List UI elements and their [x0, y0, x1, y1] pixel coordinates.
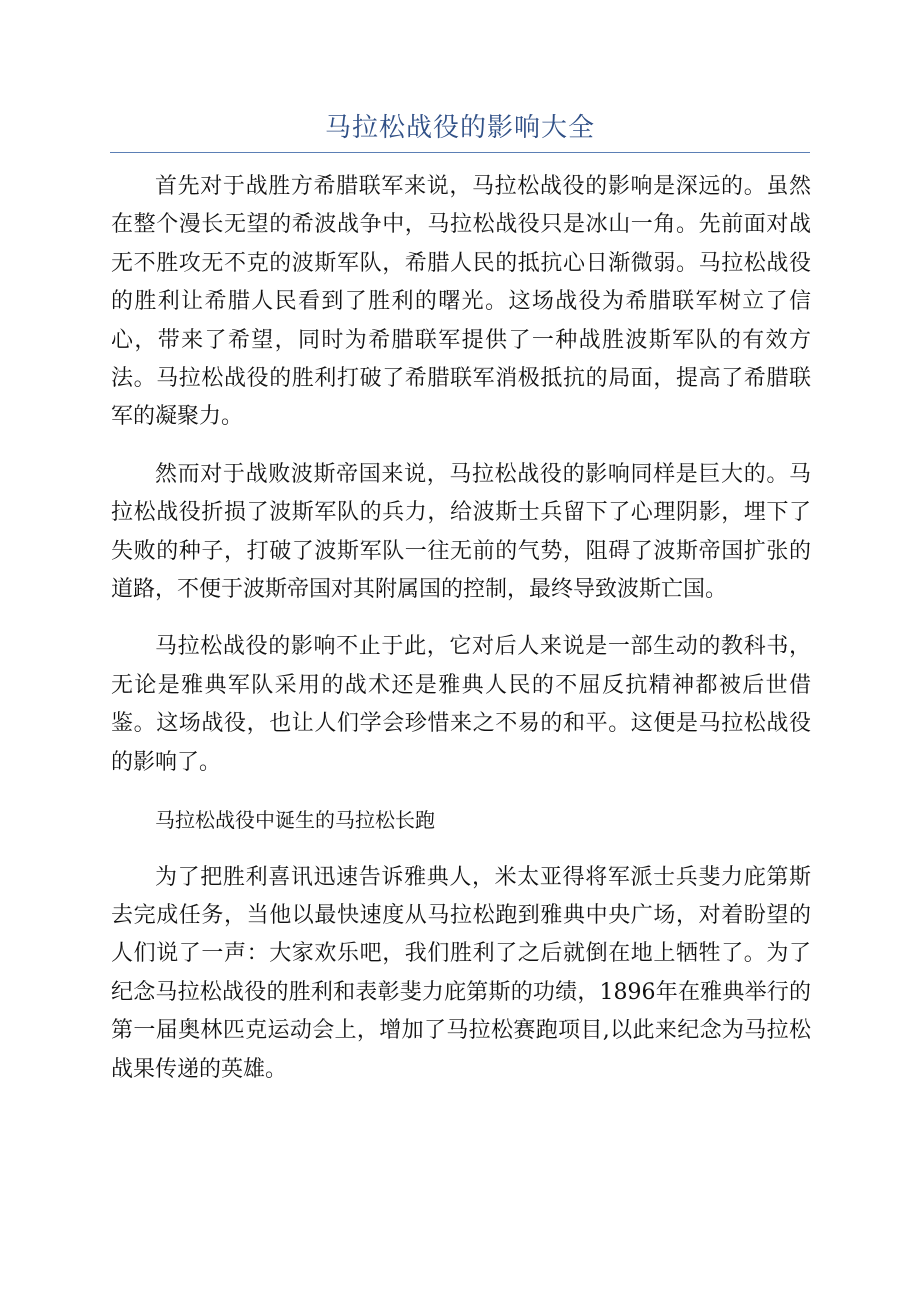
paragraph-greek-impact: 首先对于战胜方希腊联军来说，马拉松战役的影响是深远的。虽然在整个漫长无望的希波战争中，马拉松战役只是冰山一角。先前面对战无不胜攻无不克的波斯军队，希腊人民的抵抗心日渐微弱。马拉松战役的胜利让希腊人民看到了胜利的曙光。这场战役为希腊联军树立了信心，带来了希望，同时为希腊联军提供了一种战胜波斯军队的有效方法。马拉松战役的胜利打破了希腊联军消极抵抗的局面，提高了希腊联军的凝聚力。	[111, 174, 811, 430]
paragraph-legacy: 马拉松战役的影响不止于此，它对后人来说是一部生动的教科书，无论是雅典军队采用的战术还是雅典人民的不屈反抗精神都被后世借鉴。这场战役，也让人们学会珍惜来之不易的和平。这便是马拉松战役的影响了。	[111, 634, 811, 775]
document-body	[111, 168, 811, 1108]
document-title: 马拉松战役的影响大全	[324, 113, 595, 143]
paragraph-marathon-origin: 为了把胜利喜讯迅速告诉雅典人，米太亚得将军派士兵斐力庇第斯去完成任务，当他以最快速度从马拉松跑到雅典中央广场，对着盼望的人们说了一声：大家欢乐吧，我们胜利了之后就倒在地上牺牲了。为了纪念马拉松战役的胜利和表彰斐力庇第斯的功绩，1896年在雅典举行的第一届奥林匹克运动会上，增加了马拉松赛跑项目,以此来纪念为马拉松战果传递的英雄。	[111, 864, 811, 1082]
title-underline	[110, 152, 810, 153]
subheading-marathon-run: 马拉松战役中诞生的马拉松长跑	[155, 808, 435, 833]
paragraph-persian-impact: 然而对于战败波斯帝国来说，马拉松战役的影响同样是巨大的。马拉松战役折损了波斯军队的兵力，给波斯士兵留下了心理阴影，埋下了失败的种子，打破了波斯军队一往无前的气势，阻碍了波斯帝国扩张的道路，不便于波斯帝国对其附属国的控制，最终导致波斯亡国。	[111, 461, 811, 603]
